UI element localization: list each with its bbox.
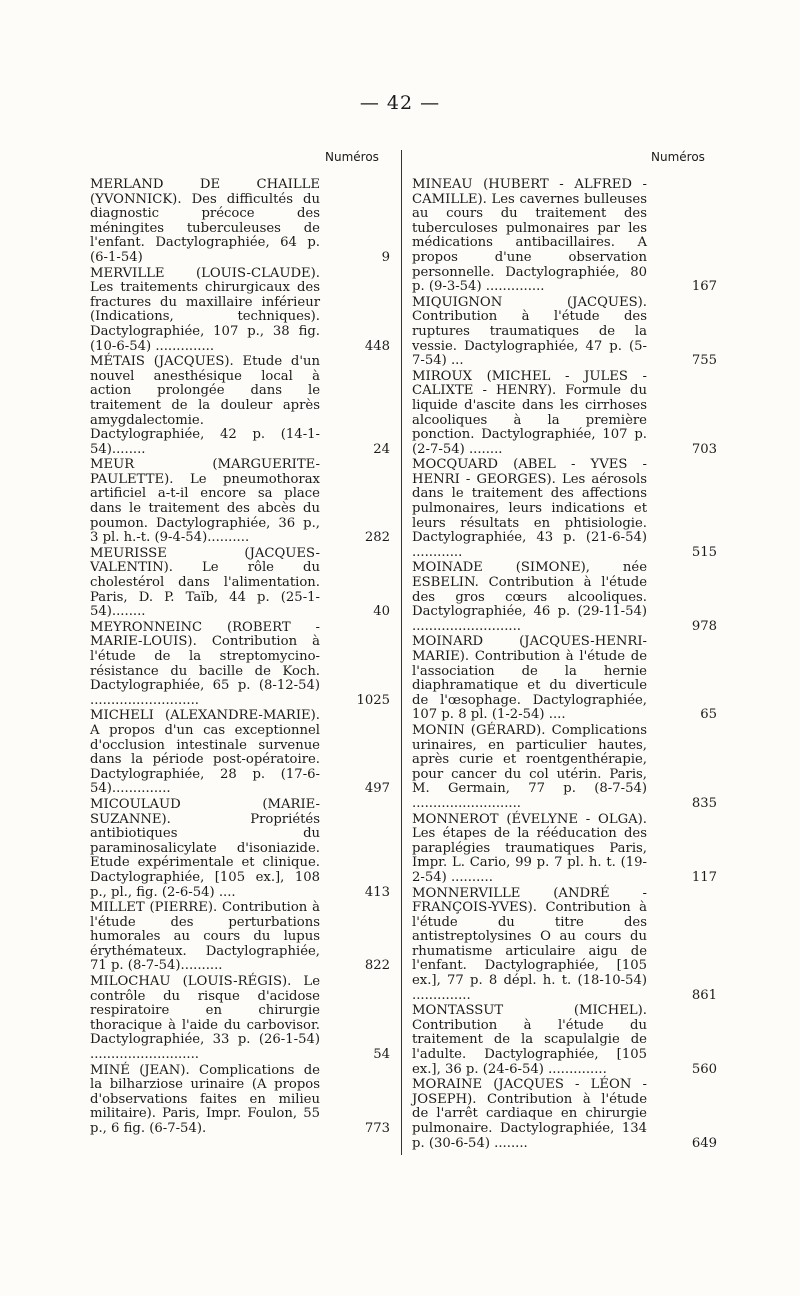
entry-text: MONTASSUT (MICHEL). Contribution à l'étude du traitement de la scapulalgie de l'adulte. Dactylographiée, [105 ex.], 36 p. (24-6-54) .............. — [412, 1003, 647, 1077]
column-header-right: Numéros — [651, 150, 705, 164]
entry-number: 978 — [691, 618, 717, 634]
entry-text: MÉTAIS (JACQUES). Etude d'un nouvel anesthésique local à action prolongée dans le traitement de la douleur après amygdalectomie. Dactylographiée, 42 p. (14-1-54)........ — [90, 354, 320, 457]
entry-number: 649 — [691, 1135, 717, 1151]
entry-number: 413 — [364, 884, 390, 900]
entry-moraine — [412, 1078, 717, 1151]
left-column — [90, 178, 390, 1138]
entry-moinard — [412, 635, 717, 723]
entry-number: 835 — [691, 795, 717, 811]
entry-number: 1025 — [356, 692, 390, 708]
entry-text: MOCQUARD (ABEL - YVES - HENRI - GEORGES). Les aérosols dans le traitement des affections pulmonaires, leurs indications et leurs résultats en phtisiologie. Dactylographiée, 43 p. (21-6-54) ............ — [412, 457, 647, 560]
entry-text: MICHELI (ALEXANDRE-MARIE). A propos d'un cas exceptionnel d'occlusion intestinale survenue dans la période post-opératoire. Dactylographiée, 28 p. (17-6-54).............. — [90, 708, 320, 797]
entry-text: MERVILLE (LOUIS-CLAUDE). Les traitements chirurgicaux des fractures du maxillaire inférieur (Indications, techniques). Dactylographiée, 107 p., 38 fig. (10-6-54) .............. — [90, 265, 320, 354]
entry-monnerot — [412, 813, 717, 886]
entry-millet — [90, 901, 390, 974]
entry-monnerville — [412, 887, 717, 1004]
entry-number: 515 — [691, 544, 717, 560]
entry-text: MOINARD (JACQUES-HENRI-MARIE). Contribution à l'étude de l'association de la hernie diaphramatique et du diverticule de l'œsophage. Dactylographiée, 107 p. 8 pl. (1-2-54) .... — [412, 634, 647, 723]
entry-number: 9 — [381, 249, 390, 265]
entry-meyronneinc — [90, 621, 390, 709]
entry-miquignon — [412, 296, 717, 369]
entry-number: 40 — [373, 604, 390, 620]
entry-montassut — [412, 1004, 717, 1077]
entry-number: 282 — [364, 530, 390, 546]
entry-number: 117 — [691, 869, 717, 885]
entry-text: MILLET (PIERRE). Contribution à l'étude des perturbations humorales au cours du lupus érythémateux. Dactylographiée, 71 p. (8-7-54).......... — [90, 900, 320, 974]
entry-micheli — [90, 709, 390, 797]
entry-meur — [90, 458, 390, 546]
entry-text: MIQUIGNON (JACQUES). Contribution à l'étude des ruptures traumatiques de la vessie. Dactylographiée, 47 p. (5-7-54) ... — [412, 294, 647, 369]
entry-metais — [90, 355, 390, 457]
entry-number: 773 — [364, 1121, 390, 1136]
entry-text: MINEAU (HUBERT - ALFRED - CAMILLE). Les cavernes bulleuses au cours du traitement des tuberculoses pulmonaires par les médications antibacillaires. A propos d'une observation personnelle. Dactylographiée, 80 p. (9-3-54) .............. — [412, 177, 647, 295]
column-header-left: Numéros — [325, 150, 379, 164]
entry-number: 65 — [700, 707, 717, 723]
column-divider — [401, 150, 402, 1155]
entry-number: 54 — [373, 1047, 390, 1063]
entry-text: MERLAND DE CHAILLE (YVONNICK). Des difficultés du diagnostic précoce des méningites tuberculeuses de l'enfant. Dactylographiée, 64 p. (6-1-54) — [90, 177, 320, 265]
page-number: — 42 — — [359, 92, 441, 114]
entry-merland — [90, 178, 390, 266]
entry-mocquard — [412, 458, 717, 560]
entry-text: MILOCHAU (LOUIS-RÉGIS). Le contrôle du risque d'acidose respiratoire en chirurgie thoracique à l'aide du carbovisor. Dactylographiée, 33 p. (26-1-54) .......................... — [90, 974, 320, 1063]
entry-milochau — [90, 975, 390, 1063]
right-column — [412, 178, 717, 1152]
entry-text: MEUR (MARGUERITE-PAULETTE). Le pneumothorax artificiel a-t-il encore sa place dans le traitement des abcès du poumon. Dactylographiée, 36 p., 3 pl. h.-t. (9-4-54).......... — [90, 457, 320, 546]
entry-text: MIROUX (MICHEL - JULES - CALIXTE - HENRY). Formule du liquide d'ascite dans les cirrhoses alcooliques à la première ponction. Dactylographiée, 107 p. (2-7-54) ........ — [412, 368, 647, 457]
entry-number: 703 — [691, 441, 717, 457]
entry-text: MEYRONNEINC (ROBERT - MARIE-LOUIS). Contribution à l'étude de la streptomycino-résistance du bacille de Koch. Dactylographiée, 65 p. (8-12-54) .......................... — [90, 619, 320, 708]
entry-meurisse — [90, 547, 390, 620]
entry-number: 24 — [373, 441, 390, 457]
entry-text: MONNEROT (ÉVELYNE - OLGA). Les étapes de la rééducation des paraplégies traumatiques Paris, Impr. L. Cario, 99 p. 7 pl. h. t. (19-2-54) .......... — [412, 811, 647, 885]
entry-number: 861 — [691, 987, 717, 1003]
entry-text: MICOULAUD (MARIE-SUZANNE). Propriétés antibiotiques du paraminosalicylate d'isoniazide. Etude expérimentale et clinique. Dactylographiée, [105 ex.], 108 p., pl., fig. (2-6-54) .... — [90, 796, 320, 900]
entry-text: MORAINE (JACQUES - LÉON - JOSEPH). Contribution à l'étude de l'arrêt cardiaque en chirurgie pulmonaire. Dactylographiée, 134 p. (30-6-54) ........ — [412, 1077, 647, 1151]
entry-number: 448 — [364, 338, 390, 354]
entry-text: MONIN (GÉRARD). Complications urinaires, en particulier hautes, après curie et roentgenthérapie, pour cancer du col utérin. Paris, M. Germain, 77 p. (8-7-54) .......................... — [412, 722, 647, 811]
entry-text: MOINADE (SIMONE), née ESBELIN. Contribution à l'étude des gros cœurs alcooliques. Dactylographiée, 46 p. (29-11-54) .......................... — [412, 560, 647, 634]
entry-text: MONNERVILLE (ANDRÉ - FRANÇOIS-YVES). Contribution à l'étude du titre des antistreptolysines O au cours du rhumatisme articulaire aigu de l'enfant. Dactylographiée, [105 ex.], 77 p. 8 dépl. h. t. (18-10-54) .............. — [412, 885, 647, 1003]
entry-miroux — [412, 370, 717, 458]
entry-text: MEURISSE (JACQUES-VALENTIN). Le rôle du cholestérol dans l'alimentation. Paris, D. P. Taïb, 44 p. (25-1-54)........ — [90, 545, 320, 620]
entry-micoulaud — [90, 798, 390, 900]
entry-number: 497 — [364, 781, 390, 797]
entry-number: 167 — [691, 279, 717, 295]
entry-number: 560 — [691, 1061, 717, 1077]
entry-mine — [90, 1064, 390, 1137]
entry-number: 755 — [691, 353, 717, 369]
entry-mineau — [412, 178, 717, 295]
entry-merville — [90, 267, 390, 355]
entry-monin — [412, 724, 717, 812]
entry-text: MINÉ (JEAN). Complications de la bilharziose urinaire (A propos d'observations faites en milieu militaire). Paris, Impr. Foulon, 55 p., 6 fig. (6-7-54). — [90, 1062, 320, 1136]
entry-moinade — [412, 561, 717, 634]
entry-number: 822 — [364, 958, 390, 974]
